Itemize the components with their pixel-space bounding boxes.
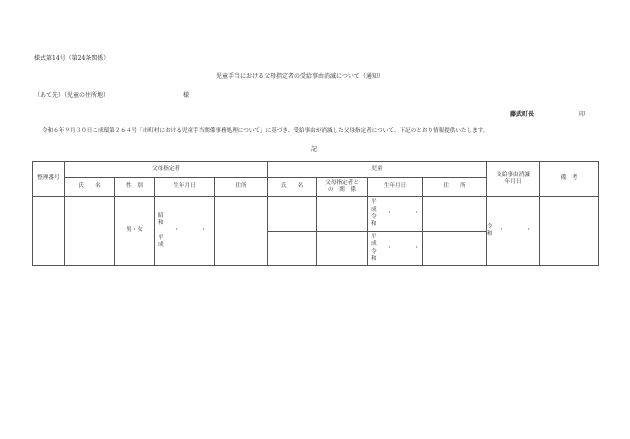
header-parent-group: 父母指定者 xyxy=(65,162,268,178)
cell-child1-name[interactable] xyxy=(268,197,317,232)
child1-birth-dots: ・ ・ xyxy=(386,210,428,217)
parent-era-heisei: 平成 xyxy=(158,234,164,248)
cell-child2-relation[interactable] xyxy=(317,232,368,266)
cell-child1-birth[interactable] xyxy=(368,197,428,232)
cell-parent-birth[interactable] xyxy=(155,197,215,266)
header-biko: 備 考 xyxy=(540,162,599,197)
cell-biko[interactable] xyxy=(540,197,599,266)
header-shometsu-line2: 年月日 xyxy=(504,179,522,185)
form-number: 様式第14号（第24条関係） xyxy=(34,55,110,62)
cell-sex[interactable]: 男・女 xyxy=(115,197,155,266)
child1-era-reiwa: 令和 xyxy=(371,214,377,228)
shometsu-era-reiwa: 令和 xyxy=(486,223,493,237)
shometsu-dots: ・ ・ xyxy=(498,227,540,234)
notification-table xyxy=(32,161,599,266)
cell-parent-address[interactable] xyxy=(215,197,268,266)
cell-seiri-bango[interactable] xyxy=(33,197,65,266)
addressee-honorific: 様 xyxy=(183,92,190,99)
header-parent-name: 氏 名 xyxy=(65,178,115,197)
cell-shometsu-date[interactable] xyxy=(487,197,540,266)
child1-era-heisei: 平成 xyxy=(371,199,377,213)
cell-child1-address[interactable] xyxy=(423,197,487,232)
header-parent-birth: 生年月日 xyxy=(155,178,215,197)
addressee: （あて先）（児童の住所地） xyxy=(34,92,110,99)
sender-name: 藤武町長 xyxy=(510,111,535,118)
parent-era-showa: 昭和 xyxy=(158,212,164,227)
header-shometsu-line1: 支給事由消滅 xyxy=(496,171,530,178)
seal-mark: 印 xyxy=(579,111,586,118)
parent-birth-dots: ・ ・ xyxy=(173,227,215,234)
header-child-birth: 生年月日 xyxy=(368,178,423,197)
header-relation xyxy=(317,178,368,197)
body-text: 令和６年９月３０日こ成環第２６４号「市町村における児童手当関係事務処理について」に基づき、受給事由が消滅した父母指定者について、下記のとおり情報提供いたします。 xyxy=(42,128,489,134)
cell-child2-address[interactable] xyxy=(423,232,487,266)
cell-parent-name[interactable] xyxy=(65,197,115,266)
header-seiri-bango: 整理番号 xyxy=(33,162,65,197)
header-child-address: 住 所 xyxy=(423,178,487,197)
header-child-group: 児童 xyxy=(268,162,487,178)
cell-child2-name[interactable] xyxy=(268,232,317,266)
child2-era-heisei: 平成 xyxy=(371,233,377,248)
header-parent-address: 住所 xyxy=(215,178,268,197)
header-sex: 性 別 xyxy=(115,178,155,197)
document-title: 児童手当における父母指定者の受給事由消滅について（通知） xyxy=(216,73,384,80)
header-child-name: 氏 名 xyxy=(268,178,317,197)
child2-era-reiwa: 令和 xyxy=(371,248,377,262)
cell-child2-birth[interactable] xyxy=(368,232,428,266)
cell-child1-relation[interactable] xyxy=(317,197,368,232)
ki-heading: 記 xyxy=(311,146,318,153)
child2-birth-dots: ・ ・ xyxy=(386,244,428,251)
header-shometsu-date xyxy=(487,162,540,197)
header-relation-line1: 父母指定者と xyxy=(325,179,359,186)
header-relation-line2: の 関 係 xyxy=(328,187,357,193)
